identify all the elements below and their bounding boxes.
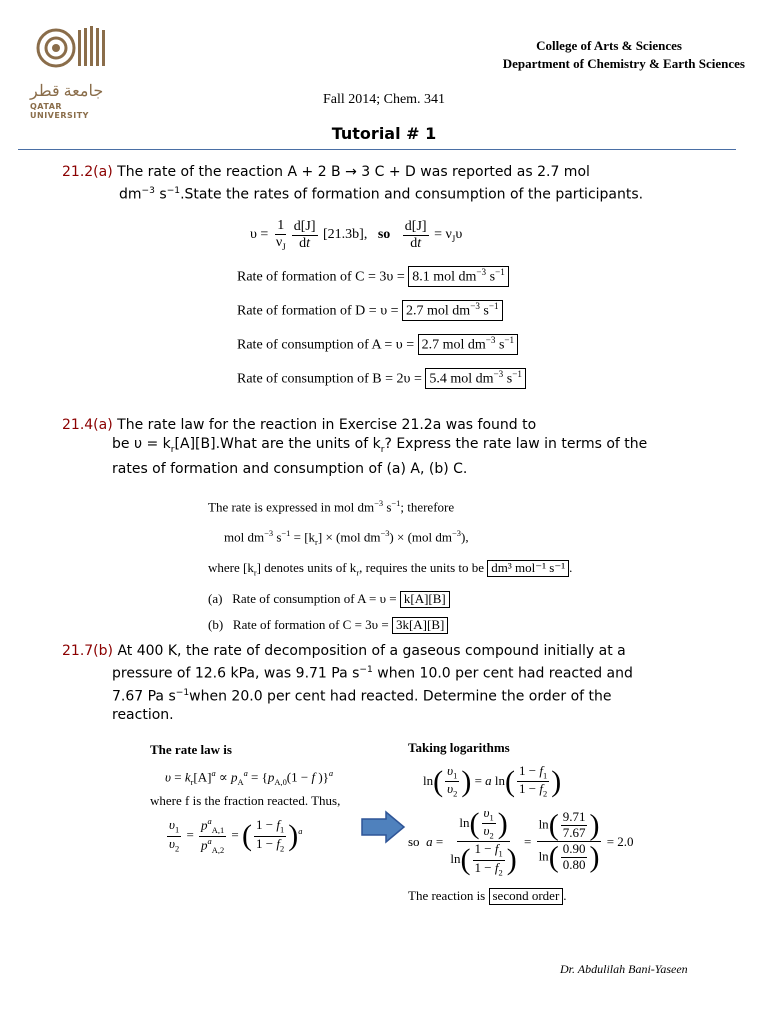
solution-text: The rate is expressed in mol dm (208, 499, 375, 515)
solution-text: where f is the fraction reacted. Thus, (150, 792, 341, 808)
question-21-4a: 21.4(a) The rate law for the reaction in Exercise 21.2a was found to be $\upsilon = k_r[A][B].What$ are the units of $k_r$? Express the rate law in terms of the rates of formation and consumption of (a) A, (b) C. (62, 416, 752, 479)
question-text-line: .State the rates of formation and consumption of the participants. (180, 186, 644, 203)
unit-text: dm (119, 186, 142, 203)
solution-text: = [k (293, 529, 316, 545)
question-text: pressure of 12.6 kPa, was 9.71 Pa s (112, 665, 360, 682)
answer-label: Rate of formation of C = 3υ = (237, 269, 405, 285)
header-rule (18, 149, 736, 150)
answer-box: 5.4 mol $dm^{-3}$ $s^{-1}$ (425, 368, 526, 389)
question-21-7b: 21.7(b) At 400 K, the rate of decomposition of a gaseous compound initially at a pressure of 12.6 kPa, was 9.71 Pa $s^{-1}$ when 10.0 per cent had reacted and 7.67 Pa $s^{-1}when$ 20.0 per cent had reacted. Determine the order of the reaction. (62, 642, 752, 725)
answer-row (237, 300, 526, 334)
question-21-2a: 21.2(a) The rate of the reaction A + 2 B → 3 C + D was reported as 2.7 mol $dm^{-3}$ $s^{-1}.State$ the rates of formation and consumption of the participants. (62, 164, 644, 203)
solution-heading: Taking logarithms (408, 740, 510, 755)
question-text: [A][B].What are the units of k (174, 436, 381, 452)
author-signature: Dr. Abdulilah Bani-Yaseen (560, 962, 688, 976)
answer-row (237, 266, 526, 300)
question-text: 7.67 Pa s (112, 688, 176, 705)
log-equation: ln( $\frac{\upsilon_1}{\upsilon_2}$ ) = a ln( $\frac{1 - f_1}{1 - f_2}$ ) (423, 763, 562, 799)
question-text-line: The rate law for the reaction in Exercise 21.2a was found to (117, 417, 537, 433)
units-solution: The rate is expressed in mol $dm^{-3}$ $s^{-1}$; therefore mol $dm^{-3}$ $s^{-1} = [k_r] \times (mol$ $dm^{-3}) \times (mol$ $dm^{-3}$), where $[k_r]$ denotes units of $k_r$, requires the units to be dm³ mol⁻¹ s⁻¹ . (a) Rate of consumption of A = υ = k[A][B] (b) Rate of formation of C = 3υ = 3k[A][B] (208, 498, 573, 632)
logo-arabic-text: جامعة قطر (30, 83, 104, 100)
answer-row (237, 334, 526, 368)
answer-box: 2.7 mol $dm^{-3}$ $s^{-1}$ (418, 334, 519, 355)
question-text-line: reaction. (112, 707, 174, 724)
answer-box: 2.7 mol $dm^{-3}$ $s^{-1}$ (402, 300, 503, 321)
answer-box: 3k[A][B] (392, 617, 448, 634)
page-title: Tutorial # 1 (331, 124, 437, 143)
solution-heading: The rate law is (150, 742, 232, 757)
so-label: so (377, 227, 391, 243)
question-text: when 10.0 per cent had reacted and (377, 665, 633, 682)
equation-reference: [21.3b], (323, 227, 368, 243)
answer-box: k[A][B] (400, 591, 450, 608)
answer-row (237, 368, 526, 402)
question-text-line: At 400 K, the rate of decomposition of a gaseous compound initially at a (117, 643, 626, 659)
question-text: ? Express the rate law in terms of the (384, 436, 648, 452)
conclusion-box: second order (489, 888, 564, 905)
solution-text: ; therefore (400, 499, 455, 515)
question-text-line: rates of formation and consumption of (a) A, (b) C. (112, 460, 468, 477)
question-text: when 20.0 per cent had reacted. Determine the order of the (189, 688, 612, 705)
answer-box: 8.1 mol $dm^{-3}$ $s^{-1}$ (408, 266, 509, 287)
answer-label: Rate of consumption of A = υ = (237, 337, 415, 353)
solution-text: ) × (mol dm (389, 529, 452, 545)
units-answer-box: dm³ mol⁻¹ s⁻¹ (487, 560, 569, 577)
solution-text: mol dm (224, 529, 265, 545)
conclusion-text: The reaction is (408, 887, 486, 903)
right-arrow-icon (360, 810, 406, 844)
question-number: 21.4(a) (62, 417, 113, 433)
value-971: 9.71 (562, 809, 586, 825)
ratio-equation: $\frac{\upsilon_1}{\upsilon_2}$ = $\frac{p^a_{A,1}}{p^a_{A,2}}$ = ( $\frac{1 - f_1}{1 - f_2}$ )$^a$ (169, 815, 303, 855)
solution-text: ] × (mol dm (317, 529, 381, 545)
department-name: Department of Chemistry & Earth Sciences (502, 56, 745, 71)
question-number: 21.7(b) (62, 643, 113, 659)
solution-text: ] denotes units of k (256, 560, 357, 576)
logarithm-solution: Taking logarithms ln( $\frac{\upsilon_1}{\upsilon_2}$ ) = a ln( $\frac{1 - f_1}{1 - f_2}$ ) so a = ln( $\frac{\upsilon_1}{\upsilon_2}$ ) ln( $\frac{1 - f_1}{1 - f_2}$ ) = ln( $\frac{9.71}{7.67}$ ) ln( $\frac{0.90}{0.80}$ ) = 2.0 The reaction is second order . (408, 740, 634, 903)
solution-text: where [k (208, 560, 254, 576)
value-767: 7.67 (562, 825, 586, 841)
rate-answers (237, 266, 526, 402)
solution-text: ), (460, 529, 469, 545)
college-name: College of Arts & Sciences (536, 38, 682, 53)
part-label: (a) (208, 590, 223, 606)
rate-law-solution (150, 742, 340, 855)
question-text-line: The rate of the reaction A + 2 B → 3 C + D was reported as 2.7 mol (117, 164, 590, 180)
course-info: Fall 2014; Chem. 341 (322, 92, 446, 107)
answer-label: Rate of formation of C = 3υ = (232, 616, 389, 632)
order-calculation: so a = ln( $\frac{\upsilon_1}{\upsilon_2}$ ) ln( $\frac{1 - f_1}{1 - f_2}$ ) = ln( $\frac{9.71}{7.67}$ ) ln( $\frac{0.90}{0.80}$ ) = 2.0 (408, 804, 634, 878)
rate-definition-equation: υ = $\frac{1}{\nu_J}$ $\frac{d[J]}{dt}$ [21.3b], so $\frac{d[J]}{dt}$ = $\nu_J\upsilon$ (250, 218, 463, 252)
question-text: be υ = k (112, 436, 171, 452)
order-result: = 2.0 (606, 833, 634, 849)
answer-label: Rate of formation of D = υ = (237, 303, 399, 319)
answer-label: Rate of consumption of A = υ = (232, 590, 397, 606)
value-080: 0.80 (562, 857, 586, 873)
logo-english-text: QATAR UNIVERSITY (30, 102, 89, 120)
qatar-university-emblem-icon (30, 22, 120, 82)
rate-law-equation: $\upsilon = k_r[A]^a \propto p_A^a = \{p_{A,0}(1 - f$ )}$^a$ (165, 768, 334, 787)
solution-text: , requires the units to be (359, 560, 485, 576)
part-label: (b) (208, 616, 224, 632)
so-label: so (408, 833, 420, 849)
answer-label: Rate of consumption of B = 2υ = (237, 371, 422, 387)
question-number: 21.2(a) (62, 164, 113, 180)
value-090: 0.90 (562, 841, 586, 857)
